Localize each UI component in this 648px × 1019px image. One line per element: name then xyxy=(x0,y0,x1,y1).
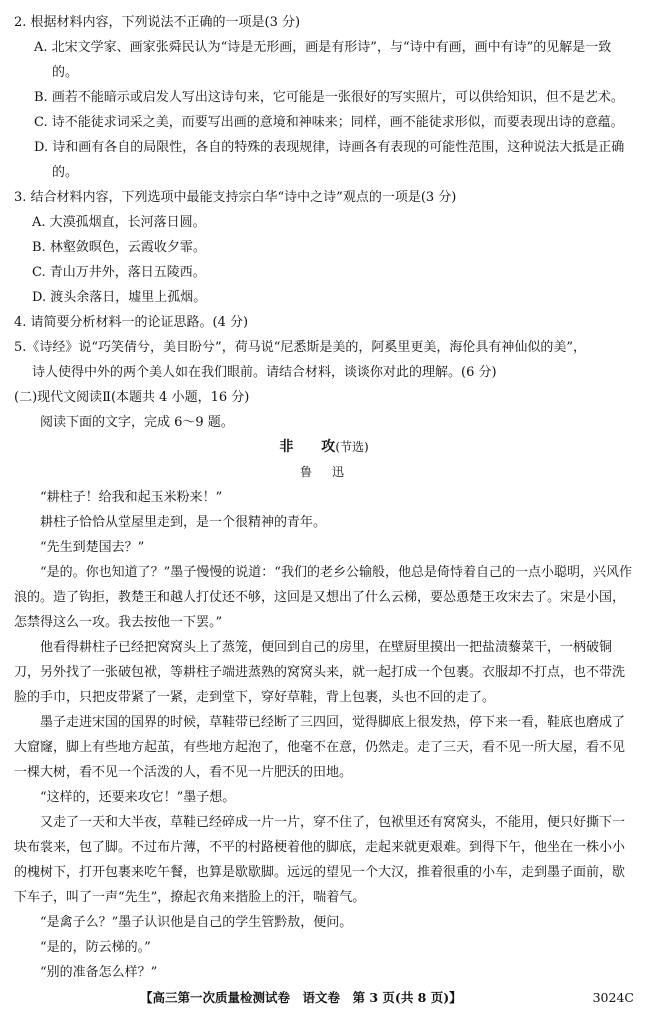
question-3-option-d: D. 渡头余落日，墟里上孤烟。 xyxy=(32,290,207,305)
article-title-note: (节选) xyxy=(335,440,369,454)
question-2-option-d: D. 诗和画有各自的局限性，各自的特殊的表现规律，诗画各有表现的可能性范围，这种说法大抵是正确的。 xyxy=(34,140,625,180)
question-2-option-c: C. 诗不能徒求词采之美，而要写出画的意境和神味来；同样，画不能徒求形似，而要表现出诗的意蕴。 xyxy=(34,115,624,130)
question-2-stem: 2. 根据材料内容，下列说法不正确的一项是(3 分) xyxy=(14,15,301,30)
question-3-option-b: B. 林壑敛暝色，云霞收夕霏。 xyxy=(32,240,206,255)
footer-exam-code: 3024C xyxy=(592,990,634,1005)
exam-page xyxy=(14,10,634,985)
question-4: 4. 请简要分析材料一的论证思路。(4 分) xyxy=(14,315,249,330)
article-paragraph: “是的。你也知道了？”墨子慢慢的说道：“我们的老乡公输般，他总是倚恃着自己的一点小聪明，兴风作浪的。造了钩拒，教楚王和越人打仗还不够，这回是又想出了什么云梯，要怂恿楚王攻宋去了。宋是小国，怎禁得这么一攻。我去按他一下罢。” xyxy=(14,565,632,630)
question-2-option-b: B. 画若不能暗示或启发人写出这诗句来，它可能是一张很好的写实照片，可以供给知识，但不是艺术。 xyxy=(34,90,624,105)
question-3-stem: 3. 结合材料内容，下列选项中最能支持宗白华“诗中之诗”观点的一项是(3 分) xyxy=(14,190,457,205)
question-3-option-c: C. 青山万井外，落日五陵西。 xyxy=(32,265,206,280)
question-5-line1: 5.《诗经》说“巧笑倩兮，美目盼兮”，荷马说“尼悉斯是美的，阿奚里更美，海伦具有神仙似的美”， xyxy=(14,340,586,355)
article-author: 鲁 迅 xyxy=(299,465,348,479)
article-paragraph: 他看得耕柱子已经把窝窝头上了蒸笼，便回到自己的房里，在壁厨里摸出一把盐渍藜菜干，一柄破铜刀，另外找了一张破包袱，等耕柱子端进蒸熟的窝窝头来，就一起打成一个包裹。衣服却不打点，也不带洗脸的手巾，只把皮带紧了一紧，走到堂下，穿好草鞋，背上包裹，头也不回的走了。 xyxy=(14,640,626,705)
article-paragraph: “是禽子么？”墨子认识他是自己的学生管黔敖，便问。 xyxy=(40,915,353,930)
article-paragraph: 又走了一天和大半夜，草鞋已经碎成一片一片，穿不住了，包袱里还有窝窝头，不能用，便只好撕下一块布裳来，包了脚。不过布片薄，不平的村路梗着他的脚底，走起来就更艰难。到得下午，他坐在一株小小的槐树下，打开包裹来吃午餐，也算是歇歇脚。远远的望见一个大汉，推着很重的小车，走到墨子面前，歇下车子，叫了一声“先生”，撩起衣角来揩脸上的汗，喘着气。 xyxy=(14,815,626,905)
section-heading: (二)现代文阅读Ⅱ(本题共 4 小题，16 分) xyxy=(14,390,250,405)
article-paragraph: “这样的，还要来攻它！”墨子想。 xyxy=(40,790,236,805)
article-title xyxy=(14,435,634,460)
question-5-line2: 诗人使得中外的两个美人如在我们眼前。请结合材料，谈谈你对此的理解。(6 分) xyxy=(32,365,497,380)
article-paragraph: “先生到楚国去？” xyxy=(40,540,145,555)
article-paragraph: “耕柱子！给我和起玉米粉来！” xyxy=(40,490,223,505)
article-paragraph: “是的，防云梯的。” xyxy=(40,940,151,955)
article-paragraph: “别的准备怎么样？” xyxy=(40,965,158,980)
question-3-option-a: A. 大漠孤烟直，长河落日圆。 xyxy=(32,215,206,230)
question-2-option-a: A. 北宋文学家、画家张舜民认为“诗是无形画，画是有形诗”，与“诗中有画，画中有诗”的见解是一致的。 xyxy=(34,40,612,80)
reading-instruction: 阅读下面的文字，完成 6～9 题。 xyxy=(40,415,234,430)
article-paragraph: 耕柱子恰恰从堂屋里走到，是一个很精神的青年。 xyxy=(40,515,327,530)
footer-page-info: 【高三第一次质量检测试卷 语文卷 第 3 页(共 8 页)】 xyxy=(140,990,462,1005)
article-paragraph: 墨子走进宋国的国界的时候，草鞋带已经断了三四回，觉得脚底上很发热，停下来一看，鞋底也磨成了大窟窿，脚上有些地方起茧，有些地方起泡了，他毫不在意，仍然走。走了三天，看不见一所大屋，看不见一棵大树，看不见一个活泼的人，看不见一片肥沃的田地。 xyxy=(14,715,626,780)
article-title-text: 非 攻 xyxy=(279,439,336,455)
